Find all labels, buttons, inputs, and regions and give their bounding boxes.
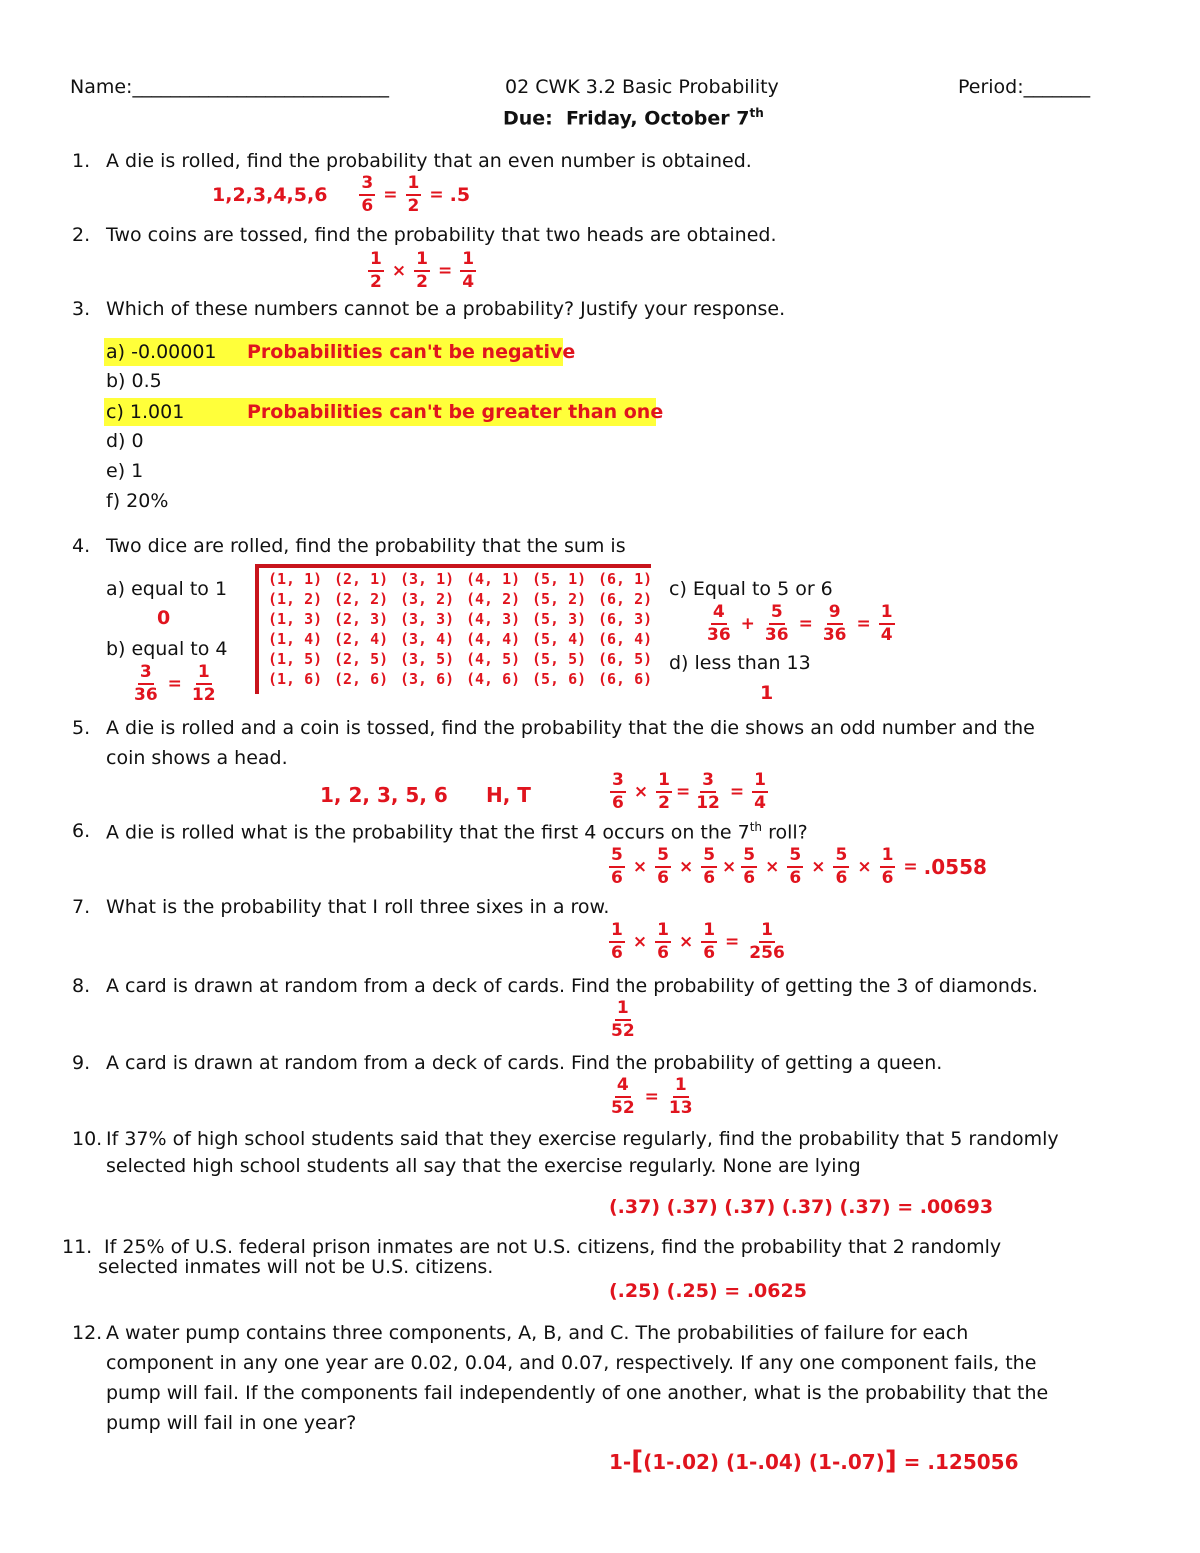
q8-number: 8.	[72, 975, 91, 997]
dice-outcome-cell: (2, 1)	[334, 570, 389, 588]
grid-left-line	[255, 564, 259, 694]
q7-f2-den: 6	[657, 943, 669, 963]
dice-outcome-cell: (6, 1)	[598, 570, 653, 588]
q9-f1-den: 52	[611, 1098, 635, 1118]
q2-f2-den: 2	[416, 272, 428, 292]
q4-d-label: d) less than 13	[669, 652, 811, 674]
q7-f1-den: 6	[611, 943, 623, 963]
q7-f1-num: 1	[609, 922, 625, 943]
q4-b-label: b) equal to 4	[106, 638, 228, 660]
q10-number: 10.	[72, 1128, 103, 1150]
period-field[interactable]: Period:_______	[958, 76, 1091, 98]
dice-outcome-cell: (4, 4)	[466, 630, 521, 648]
q6-f3-den: 6	[703, 868, 716, 888]
q4-c-f3-num: 9	[827, 604, 843, 625]
q6-f5-den: 6	[789, 868, 802, 888]
q12-line1: A water pump contains three components, A, B, and C. The probabilities of failure for each	[106, 1322, 969, 1344]
q12-ans-b: (1-.02) (1-.04) (1-.07)	[643, 1450, 885, 1474]
q5-line2: coin shows a head.	[106, 747, 288, 769]
dice-outcome-cell: (6, 5)	[598, 650, 653, 668]
q12-answer: 1-[(1-.02) (1-.04) (1-.07)] = .125056	[609, 1446, 1019, 1476]
q4-b-f1-num: 3	[138, 664, 154, 685]
q3-reason-c: Probabilities can't be greater than one	[247, 401, 664, 423]
q11-line2: selected inmates will not be U.S. citizens.	[98, 1256, 494, 1278]
q6-text-b: roll?	[762, 821, 808, 844]
q4-b-answer: $\frac{3}{36}$ = $\frac{1}{12}$	[134, 662, 216, 705]
q10-line2: selected high school students all say that the exercise regularly. None are lying	[106, 1155, 861, 1177]
q5-die-outcomes: 1, 2, 3, 5, 6	[320, 783, 448, 807]
q5-coin-outcomes: H, T	[486, 783, 531, 807]
q5-answer: $\frac{3}{6}$ × $\frac{1}{2}$ = $\frac{3}{12}$ = $\frac{1}{4}$	[612, 770, 766, 813]
q6-f2-num: 5	[655, 847, 671, 868]
q4-c-f1-den: 36	[707, 625, 731, 645]
worksheet-title: 02 CWK 3.2 Basic Probability	[505, 76, 779, 98]
q6-f6-den: 6	[835, 868, 848, 888]
q4-c-f4-num: 1	[879, 604, 895, 625]
dice-outcome-cell: (1, 1)	[268, 570, 323, 588]
q3-option-d: d) 0	[106, 430, 144, 452]
dice-outcome-cell: (6, 6)	[598, 670, 653, 688]
q4-b-f1-den: 36	[134, 685, 158, 705]
q7-answer: $\frac{1}{6}$ × $\frac{1}{6}$ × $\frac{1}{6}$ = $\frac{1}{256}$	[611, 920, 785, 963]
q4-a-label: a) equal to 1	[106, 578, 228, 600]
q7-text: What is the probability that I roll three sixes in a row.	[106, 896, 610, 918]
q3-option-a-row	[104, 338, 576, 366]
dice-outcome-cell: (3, 2)	[400, 590, 455, 608]
q12-number: 12.	[72, 1322, 103, 1344]
q4-d-answer: 1	[760, 682, 774, 704]
dice-outcome-cell: (5, 1)	[532, 570, 587, 588]
dice-outcome-cell: (1, 6)	[268, 670, 323, 688]
q2-f1-den: 2	[370, 272, 382, 292]
dice-outcome-cell: (3, 5)	[400, 650, 455, 668]
q9-text: A card is drawn at random from a deck of cards. Find the probability of getting a queen.	[106, 1052, 943, 1074]
q7-result-den: 256	[749, 943, 785, 963]
q5-f1-den: 6	[612, 793, 624, 813]
q1-answer: 1,2,3,4,5,6 $\frac{3}{6}$ = $\frac{1}{2}$ = .5	[212, 173, 471, 216]
q4-c-f2-den: 36	[764, 625, 789, 645]
q11-answer: (.25) (.25) = .0625	[609, 1280, 807, 1302]
q4-text: Two dice are rolled, find the probability that the sum is	[106, 535, 626, 557]
q8-text: A card is drawn at random from a deck of cards. Find the probability of getting the 3 of diamonds.	[106, 975, 1038, 997]
dice-outcome-cell: (3, 4)	[400, 630, 455, 648]
dice-outcome-cell: (1, 5)	[268, 650, 323, 668]
q6-f5-num: 5	[787, 847, 803, 868]
q3-option-f: f) 20%	[106, 490, 169, 512]
dice-outcome-cell: (5, 5)	[532, 650, 587, 668]
q8-num: 1	[615, 1000, 631, 1021]
q3-option-e: e) 1	[106, 460, 144, 482]
q9-f2-den: 13	[668, 1098, 693, 1118]
q4-a-answer: 0	[157, 607, 171, 629]
q5-line1: A die is rolled and a coin is tossed, find the probability that the die shows an odd number and the	[106, 717, 1035, 739]
q4-c-answer: $\frac{4}{36}$ + $\frac{5}{36}$ = $\frac{9}{36}$ = $\frac{1}{4}$	[707, 602, 893, 645]
q6-text-a: A die is rolled what is the probability that the first 4 occurs on the 7	[106, 821, 750, 844]
dice-outcome-cell: (6, 4)	[598, 630, 653, 648]
q8-den: 52	[611, 1021, 635, 1041]
q12-line2: component in any one year are 0.02, 0.04, and 0.07, respectively. If any one component fails, the	[106, 1352, 1037, 1374]
q1-text: A die is rolled, find the probability that an even number is obtained.	[106, 150, 752, 172]
q3-option-c-row	[104, 398, 664, 426]
q10-line1: If 37% of high school students said that they exercise regularly, find the probability that 5 randomly	[106, 1128, 1059, 1150]
q4-c-f3-den: 36	[822, 625, 847, 645]
q7-f3-num: 1	[701, 922, 717, 943]
q6-f2-den: 6	[657, 868, 669, 888]
dice-outcome-cell: (4, 3)	[466, 610, 521, 628]
q1-number: 1.	[72, 150, 91, 172]
due-date	[503, 106, 764, 129]
due-sup: th	[749, 106, 764, 120]
q4-c-f1-num: 4	[711, 604, 727, 625]
q3-number: 3.	[72, 298, 91, 320]
dice-outcome-cell: (4, 1)	[466, 570, 521, 588]
q4-b-f2-den: 12	[191, 685, 216, 705]
q6-decimal: .0558	[923, 855, 987, 879]
q4-c-f2-num: 5	[769, 604, 785, 625]
dice-outcome-cell: (3, 3)	[400, 610, 455, 628]
q1-outcomes: 1,2,3,4,5,6	[212, 184, 328, 206]
dice-outcome-cell: (2, 6)	[334, 670, 389, 688]
q11-number: 11.	[62, 1236, 93, 1258]
dice-outcome-cell: (2, 5)	[334, 650, 389, 668]
q2-f2-num: 1	[414, 251, 430, 272]
q1-decimal: .5	[449, 184, 471, 206]
q9-number: 9.	[72, 1052, 91, 1074]
dice-outcome-cell: (6, 3)	[598, 610, 653, 628]
q5-f4-num: 1	[752, 772, 768, 793]
q10-answer: (.37) (.37) (.37) (.37) (.37) = .00693	[609, 1196, 994, 1218]
q5-f4-den: 4	[754, 793, 766, 813]
q12-ans-c: = .125056	[896, 1450, 1019, 1474]
q4-c-f4-den: 4	[880, 625, 893, 645]
q7-result-num: 1	[759, 922, 775, 943]
dice-outcome-cell: (5, 2)	[532, 590, 587, 608]
q6-answer: $\frac{5}{6}$ × $\frac{5}{6}$ × $\frac{5}{6}$ × $\frac{5}{6}$ × $\frac{5}{6}$ × $\frac{5}{6}$ × $\frac{1}{6}$ = .0558	[611, 845, 987, 888]
q2-text: Two coins are tossed, find the probability that two heads are obtained.	[106, 224, 777, 246]
q6-number: 6.	[72, 820, 91, 842]
q11-line1: If 25% of U.S. federal prison inmates are not U.S. citizens, find the probability that 2 randomly	[104, 1236, 1002, 1258]
q6-f6-num: 5	[833, 847, 849, 868]
q3-reason-a: Probabilities can't be negative	[247, 341, 576, 363]
q3-text: Which of these numbers cannot be a probability? Justify your response.	[106, 298, 786, 320]
q7-f3-den: 6	[703, 943, 716, 963]
q4-b-f2-num: 1	[196, 664, 212, 685]
q6-f1-num: 5	[609, 847, 625, 868]
q6-f4-num: 5	[741, 847, 757, 868]
dice-outcome-cell: (1, 4)	[268, 630, 323, 648]
q5-f1-num: 3	[610, 772, 626, 793]
q1-f1-num: 3	[359, 175, 375, 196]
q1-f2-den: 2	[407, 196, 420, 216]
q6-f7-num: 1	[880, 847, 896, 868]
q5-f2-den: 2	[658, 793, 670, 813]
q5-number: 5.	[72, 717, 91, 739]
q5-f3-den: 12	[696, 793, 720, 813]
dice-outcome-cell: (3, 1)	[400, 570, 455, 588]
dice-outcome-grid	[268, 570, 664, 688]
q2-number: 2.	[72, 224, 91, 246]
dice-outcome-cell: (1, 2)	[268, 590, 323, 608]
q1-f2-num: 1	[406, 175, 422, 196]
dice-outcome-cell: (4, 5)	[466, 650, 521, 668]
dice-outcome-cell: (5, 3)	[532, 610, 587, 628]
dice-outcome-cell: (1, 3)	[268, 610, 323, 628]
due-label: Due:	[503, 107, 553, 130]
dice-outcome-cell: (5, 4)	[532, 630, 587, 648]
dice-outcome-cell: (4, 2)	[466, 590, 521, 608]
q12-ans-a: 1-	[609, 1450, 632, 1474]
q8-answer	[607, 1000, 639, 1040]
q2-f3-num: 1	[460, 251, 476, 272]
q6-f1-den: 6	[611, 868, 623, 888]
q6-sup: th	[749, 820, 763, 834]
q5-f3-num: 3	[700, 772, 716, 793]
dice-outcome-cell: (2, 2)	[334, 590, 389, 608]
q6-f7-den: 6	[881, 868, 894, 888]
q1-f1-den: 6	[361, 196, 374, 216]
q9-answer: $\frac{4}{52}$ = $\frac{1}{13}$	[611, 1075, 693, 1118]
q3-option-a: a) -0.00001	[106, 341, 217, 363]
q9-f1-num: 4	[615, 1077, 631, 1098]
dice-outcome-cell: (3, 6)	[400, 670, 455, 688]
q9-f2-num: 1	[673, 1077, 689, 1098]
q3-option-c: c) 1.001	[106, 401, 185, 423]
q12-line3: pump will fail. If the components fail independently of one another, what is the probability that the	[106, 1382, 1049, 1404]
q5-f2-num: 1	[656, 772, 672, 793]
q7-number: 7.	[72, 896, 91, 918]
q2-answer: $\frac{1}{2}$ × $\frac{1}{2}$ = $\frac{1}{4}$	[370, 249, 475, 292]
due-value: Friday, October 7	[566, 107, 750, 130]
dice-outcome-cell: (4, 6)	[466, 670, 521, 688]
dice-outcome-cell: (5, 6)	[532, 670, 587, 688]
dice-outcome-cell: (2, 3)	[334, 610, 389, 628]
dice-outcome-cell: (2, 4)	[334, 630, 389, 648]
q2-f3-den: 4	[462, 272, 475, 292]
q7-f2-num: 1	[655, 922, 671, 943]
q3-option-b: b) 0.5	[106, 370, 162, 392]
grid-top-line	[255, 564, 651, 568]
q6-f3-num: 5	[701, 847, 717, 868]
dice-outcome-cell: (6, 2)	[598, 590, 653, 608]
q6-f4-den: 6	[743, 868, 756, 888]
q2-f1-num: 1	[368, 251, 384, 272]
q4-number: 4.	[72, 535, 91, 557]
q12-line4: pump will fail in one year?	[106, 1412, 357, 1434]
name-field[interactable]: Name:___________________________	[70, 76, 389, 98]
q4-c-label: c) Equal to 5 or 6	[669, 578, 833, 600]
q6-text	[106, 820, 808, 843]
